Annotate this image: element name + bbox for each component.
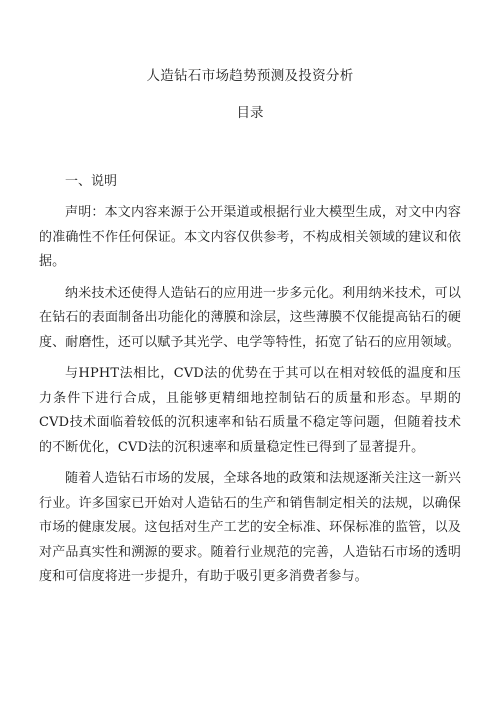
toc-title: 目录 [236,105,264,121]
paragraph-regulation: 随着人造钻石市场的发展，全球各地的政策和法规逐渐关注这一新兴行业。许多国家已开始对人造钻石的生产和销售制定相关的法规，以确保市场的健康发展。这包括对生产工艺的安全标准、环保标准的监管，以及对产品真实性和溯源的要求。随着行业规范的完善，人造钻石市场的透明度和可信度将进一步提升，有助于吸引更多消费者参与。 [39,471,461,584]
section-heading: 一、说明 [65,174,118,189]
document-title: 人造钻石市场趋势预测及投资分析 [146,68,354,84]
paragraph-disclaimer: 声明：本文内容来源于公开渠道或根据行业大模型生成，对文中内容的准确性不作任何保证。本文内容仅供参考，不构成相关领域的建议和依据。 [39,205,461,269]
paragraph-nanotech: 纳米技术还使得人造钻石的应用进一步多元化。利用纳米技术，可以在钻石的表面制备出功能化的薄膜和涂层，这些薄膜不仅能提高钻石的硬度、耐磨性，还可以赋予其光学、电学等特性，拓宽了钻石的应用领域。 [39,285,461,350]
paragraph-cvd-vs-hpht: 与HPHT法相比，CVD法的优势在于其可以在相对较低的温度和压力条件下进行合成，且能够更精细地控制钻石的质量和形态。早期的CVD技术面临着较低的沉积速率和钻石质量不稳定等问题，但随着技术的不断优化，CVD法的沉积速率和质量稳定性已得到了显著提升。 [39,366,461,455]
document-body [39,172,461,597]
